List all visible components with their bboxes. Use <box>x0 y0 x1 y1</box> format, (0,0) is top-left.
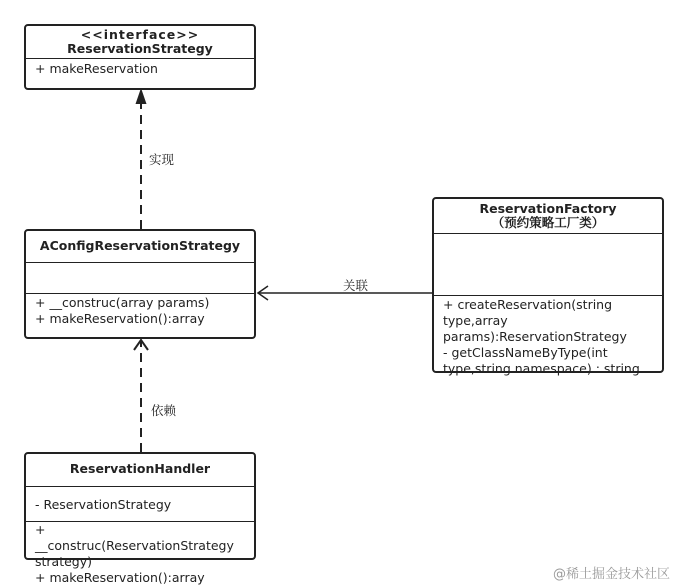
class-header <box>26 239 254 253</box>
association-label: 关联 <box>343 278 369 293</box>
watermark: @稀土掘金技术社区 <box>553 567 671 582</box>
class-name: ReservationFactory <box>479 201 617 216</box>
class-reservation-factory <box>432 197 664 376</box>
class-subtitle: （预约策略工厂类） <box>491 215 605 230</box>
methods-section <box>26 293 254 327</box>
attributes-section <box>26 262 254 292</box>
class-reservation-handler <box>24 452 256 585</box>
class-header <box>26 462 254 476</box>
method: + makeReservation():array <box>35 570 205 585</box>
methods-section <box>434 295 662 377</box>
implements-arrowhead <box>136 88 147 104</box>
class-name: ReservationStrategy <box>67 41 213 56</box>
class-reservation-strategy <box>24 24 256 90</box>
class-name: ReservationHandler <box>69 461 211 476</box>
stereotype: <<interface>> <box>80 27 200 42</box>
attributes-section <box>26 486 254 520</box>
methods-section <box>26 58 254 77</box>
method: + makeReservation <box>35 61 158 76</box>
attributes-section <box>434 233 662 293</box>
method: + makeReservation():array <box>35 311 205 326</box>
method: - getClassNameByType(int type,string namespace) : string <box>443 345 640 376</box>
class-aconfig-reservation-strategy <box>24 229 256 339</box>
class-header <box>434 202 662 230</box>
attribute: - ReservationStrategy <box>35 497 172 512</box>
method: + __construc(ReservationStrategy strategy) <box>35 522 234 569</box>
method: + __construc(array params) <box>35 295 210 310</box>
class-header <box>26 28 254 56</box>
class-name: AConfigReservationStrategy <box>39 238 241 253</box>
implements-label: 实现 <box>149 152 175 167</box>
dependency-label: 依赖 <box>151 403 177 418</box>
methods-section <box>26 521 254 586</box>
method: + createReservation(string type,array params):ReservationStrategy <box>443 297 627 344</box>
